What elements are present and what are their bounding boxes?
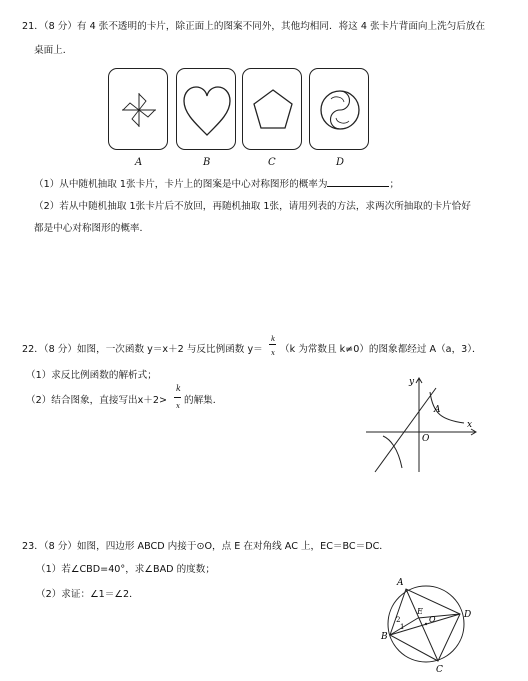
q22-frac-den: x	[271, 349, 275, 357]
graph-y-label: y	[409, 377, 415, 387]
q22-sub2-frac-den: x	[176, 402, 180, 410]
q22-frac-bar	[269, 344, 276, 345]
card-c	[242, 68, 302, 150]
graph-point-a-label: A	[434, 405, 441, 415]
q23-stem: 23．（8 分）如图，四边形 ABCD 内接于⊙O，点 E 在对角线 AC 上，EC＝BC＝DC．	[22, 541, 389, 552]
q23-circle-figure	[372, 572, 480, 678]
q22-function-graph	[360, 370, 485, 475]
taiji-icon	[310, 69, 370, 151]
fig-label-d: D	[464, 610, 472, 620]
fig-label-e: E	[417, 607, 423, 616]
fig-label-angle2: 2	[396, 616, 401, 624]
graph-origin-label: O	[422, 434, 430, 444]
card-d	[309, 68, 369, 150]
card-d-label: D	[336, 157, 345, 168]
q22-sub2-b: 的解集．	[184, 395, 223, 406]
q23-sub1: （1）若∠CBD=40°，求∠BAD 的度数；	[36, 564, 215, 575]
card-b-label: B	[203, 157, 211, 168]
heart-icon	[177, 69, 237, 151]
q21-sub1-text: （1）从中随机抽取 1张卡片，卡片上的图案是中心对称图形的概率为	[34, 179, 328, 190]
q21-sub1-end: ；	[389, 179, 400, 190]
answer-blank	[327, 177, 389, 187]
q21-stem-line2: 桌面上．	[34, 45, 73, 56]
q21-sub2-line2: 都是中心对称图形的概率．	[34, 223, 150, 234]
q21-sub1	[34, 177, 399, 191]
q22-sub2-frac-bar	[174, 397, 181, 398]
q22-stem-b: （k 为常数且 k≠0）的图象都经过 A（a，3）．	[280, 344, 482, 355]
fig-label-angle1: 1	[400, 623, 405, 631]
fig-label-a: A	[397, 578, 404, 588]
q23-sub2: （2）求证：∠1＝∠2．	[36, 589, 139, 600]
q21-stem-line1: 21．（8 分）有 4 张不透明的卡片，除正面上的图案不同外，其他均相同．将这 4 张卡片背面向上洗匀后放在	[22, 21, 486, 32]
card-a-label: A	[135, 157, 143, 168]
card-b	[176, 68, 236, 150]
card-c-label: C	[268, 157, 276, 168]
q22-sub2-frac-num: k	[176, 384, 181, 393]
pinwheel-icon	[109, 69, 169, 151]
card-a	[108, 68, 168, 150]
q22-frac-num: k	[271, 335, 276, 343]
fig-label-o: O	[429, 615, 436, 624]
q22-stem-a: 22．（8 分）如图，一次函数 y＝x＋2 与反比例函数 y＝	[22, 344, 263, 355]
q22-sub1: （1）求反比例函数的解析式；	[26, 370, 157, 381]
fig-label-c: C	[436, 665, 443, 675]
q22-sub2-a: （2）结合图象，直接写出x＋2>	[26, 395, 168, 406]
q21-sub2-line1: （2）若从中随机抽取 1张卡片后不放回，再随机抽取 1张，请用列表的方法，求两次所抽取的卡片恰好	[34, 201, 471, 212]
pentagon-icon	[243, 69, 303, 151]
graph-x-label: x	[467, 420, 473, 430]
fig-label-b: B	[381, 632, 388, 642]
